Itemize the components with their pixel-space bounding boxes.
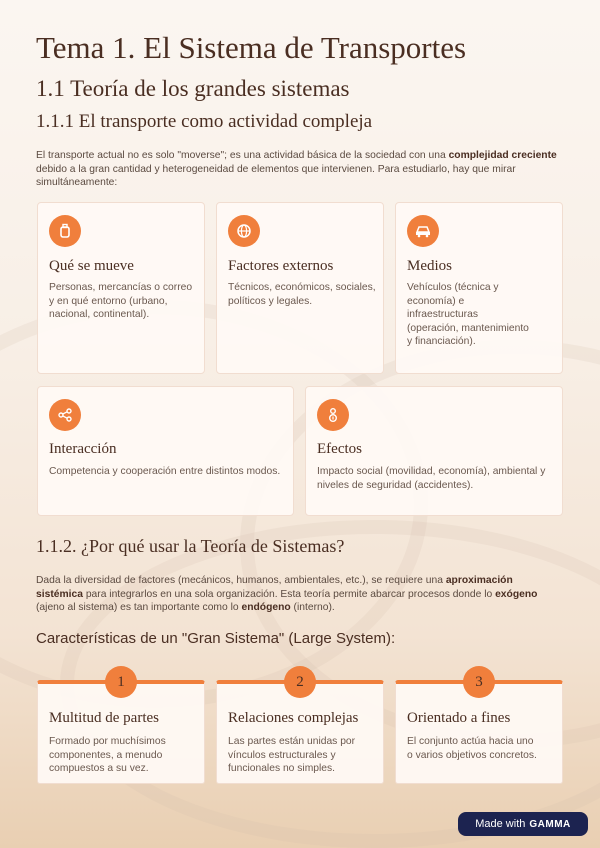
card-text: Personas, mercancías o correo y en qué entorno (urbano, nacional, continental). [49, 282, 193, 320]
intro-paragraph [36, 149, 560, 190]
car-icon [407, 215, 439, 247]
para-bold: endógeno [241, 602, 291, 613]
card-interaccion [37, 386, 294, 516]
card-text: Vehículos (técnica y economía) e infraestructuras (operación, mantenimiento y financiación). [407, 282, 529, 347]
number-badge: 1 [105, 666, 137, 698]
characteristic-card-2 [216, 673, 384, 784]
badge-prefix: Made with [475, 818, 526, 830]
card-title: Multitud de partes [49, 710, 159, 726]
intro-text: debido a la gran cantidad y heterogeneidad de elementos que intervienen. Para estudiarlo, hay que mirar simultáneamente: [36, 163, 516, 188]
card-title: Factores externos [228, 258, 334, 274]
page-title: Tema 1. El Sistema de Transportes [36, 30, 467, 65]
intro-bold: complejidad creciente [448, 150, 557, 161]
para-bold: exógeno [495, 588, 538, 600]
subsection-title: 1.1.1 El transporte como actividad compleja [36, 111, 373, 132]
card-title: Relaciones complejas [228, 710, 359, 726]
para-text: Dada la diversidad de factores (mecánicos, humanos, ambientales, etc.), se requiere una [36, 575, 446, 586]
para-text: (ajeno al sistema) es tan importante como lo [36, 602, 242, 613]
characteristics-title: Características de un "Gran Sistema" (Large System): [36, 630, 396, 647]
number-badge: 3 [463, 666, 495, 698]
card-text: Formado por muchísimos componentes, a menudo compuestos a su vez. [49, 736, 166, 774]
person-icon [317, 399, 349, 431]
card-text: Las partes están unidas por vínculos estructurales y funcionales no simples. [228, 736, 356, 774]
card-medios [395, 202, 563, 374]
card-title: Orientado a fines [407, 710, 511, 726]
card-que-se-mueve [37, 202, 205, 374]
globe-icon [228, 215, 260, 247]
para-bold: aproximación sistémica [36, 575, 513, 600]
characteristic-card-1 [37, 673, 205, 784]
card-factores-externos [216, 202, 384, 374]
subsection2-title: 1.1.2. ¿Por qué usar la Teoría de Sistemas? [36, 536, 345, 556]
card-text: Impacto social (movilidad, economía), ambiental y niveles de seguridad (accidentes). [317, 466, 546, 491]
card-title: Efectos [317, 441, 362, 457]
para-text: para integrarlos en una sola organización. Esta teoría permite abarcar procesos donde lo [82, 588, 496, 600]
made-with-gamma-badge[interactable] [458, 812, 588, 836]
para-text: (interno). [290, 602, 335, 613]
share-icon [49, 399, 81, 431]
card-title: Medios [407, 258, 452, 274]
card-title: Interacción [49, 441, 117, 457]
section-title: 1.1 Teoría de los grandes sistemas [36, 76, 350, 101]
card-efectos [305, 386, 563, 516]
number-badge: 2 [284, 666, 316, 698]
card-text: Competencia y cooperación entre distintos modos. [49, 466, 281, 477]
card-text: El conjunto actúa hacia uno o varios objetivos concretos. [407, 736, 537, 761]
bag-icon [49, 215, 81, 247]
intro-text: El transporte actual no es solo "moverse"; es una actividad básica de la sociedad con una [36, 150, 449, 161]
systems-paragraph [36, 574, 560, 615]
card-title: Qué se mueve [49, 258, 134, 274]
characteristic-card-3 [395, 673, 563, 784]
gamma-logo: GAMMA [529, 818, 571, 830]
card-text: Técnicos, económicos, sociales, políticos y legales. [228, 282, 376, 307]
